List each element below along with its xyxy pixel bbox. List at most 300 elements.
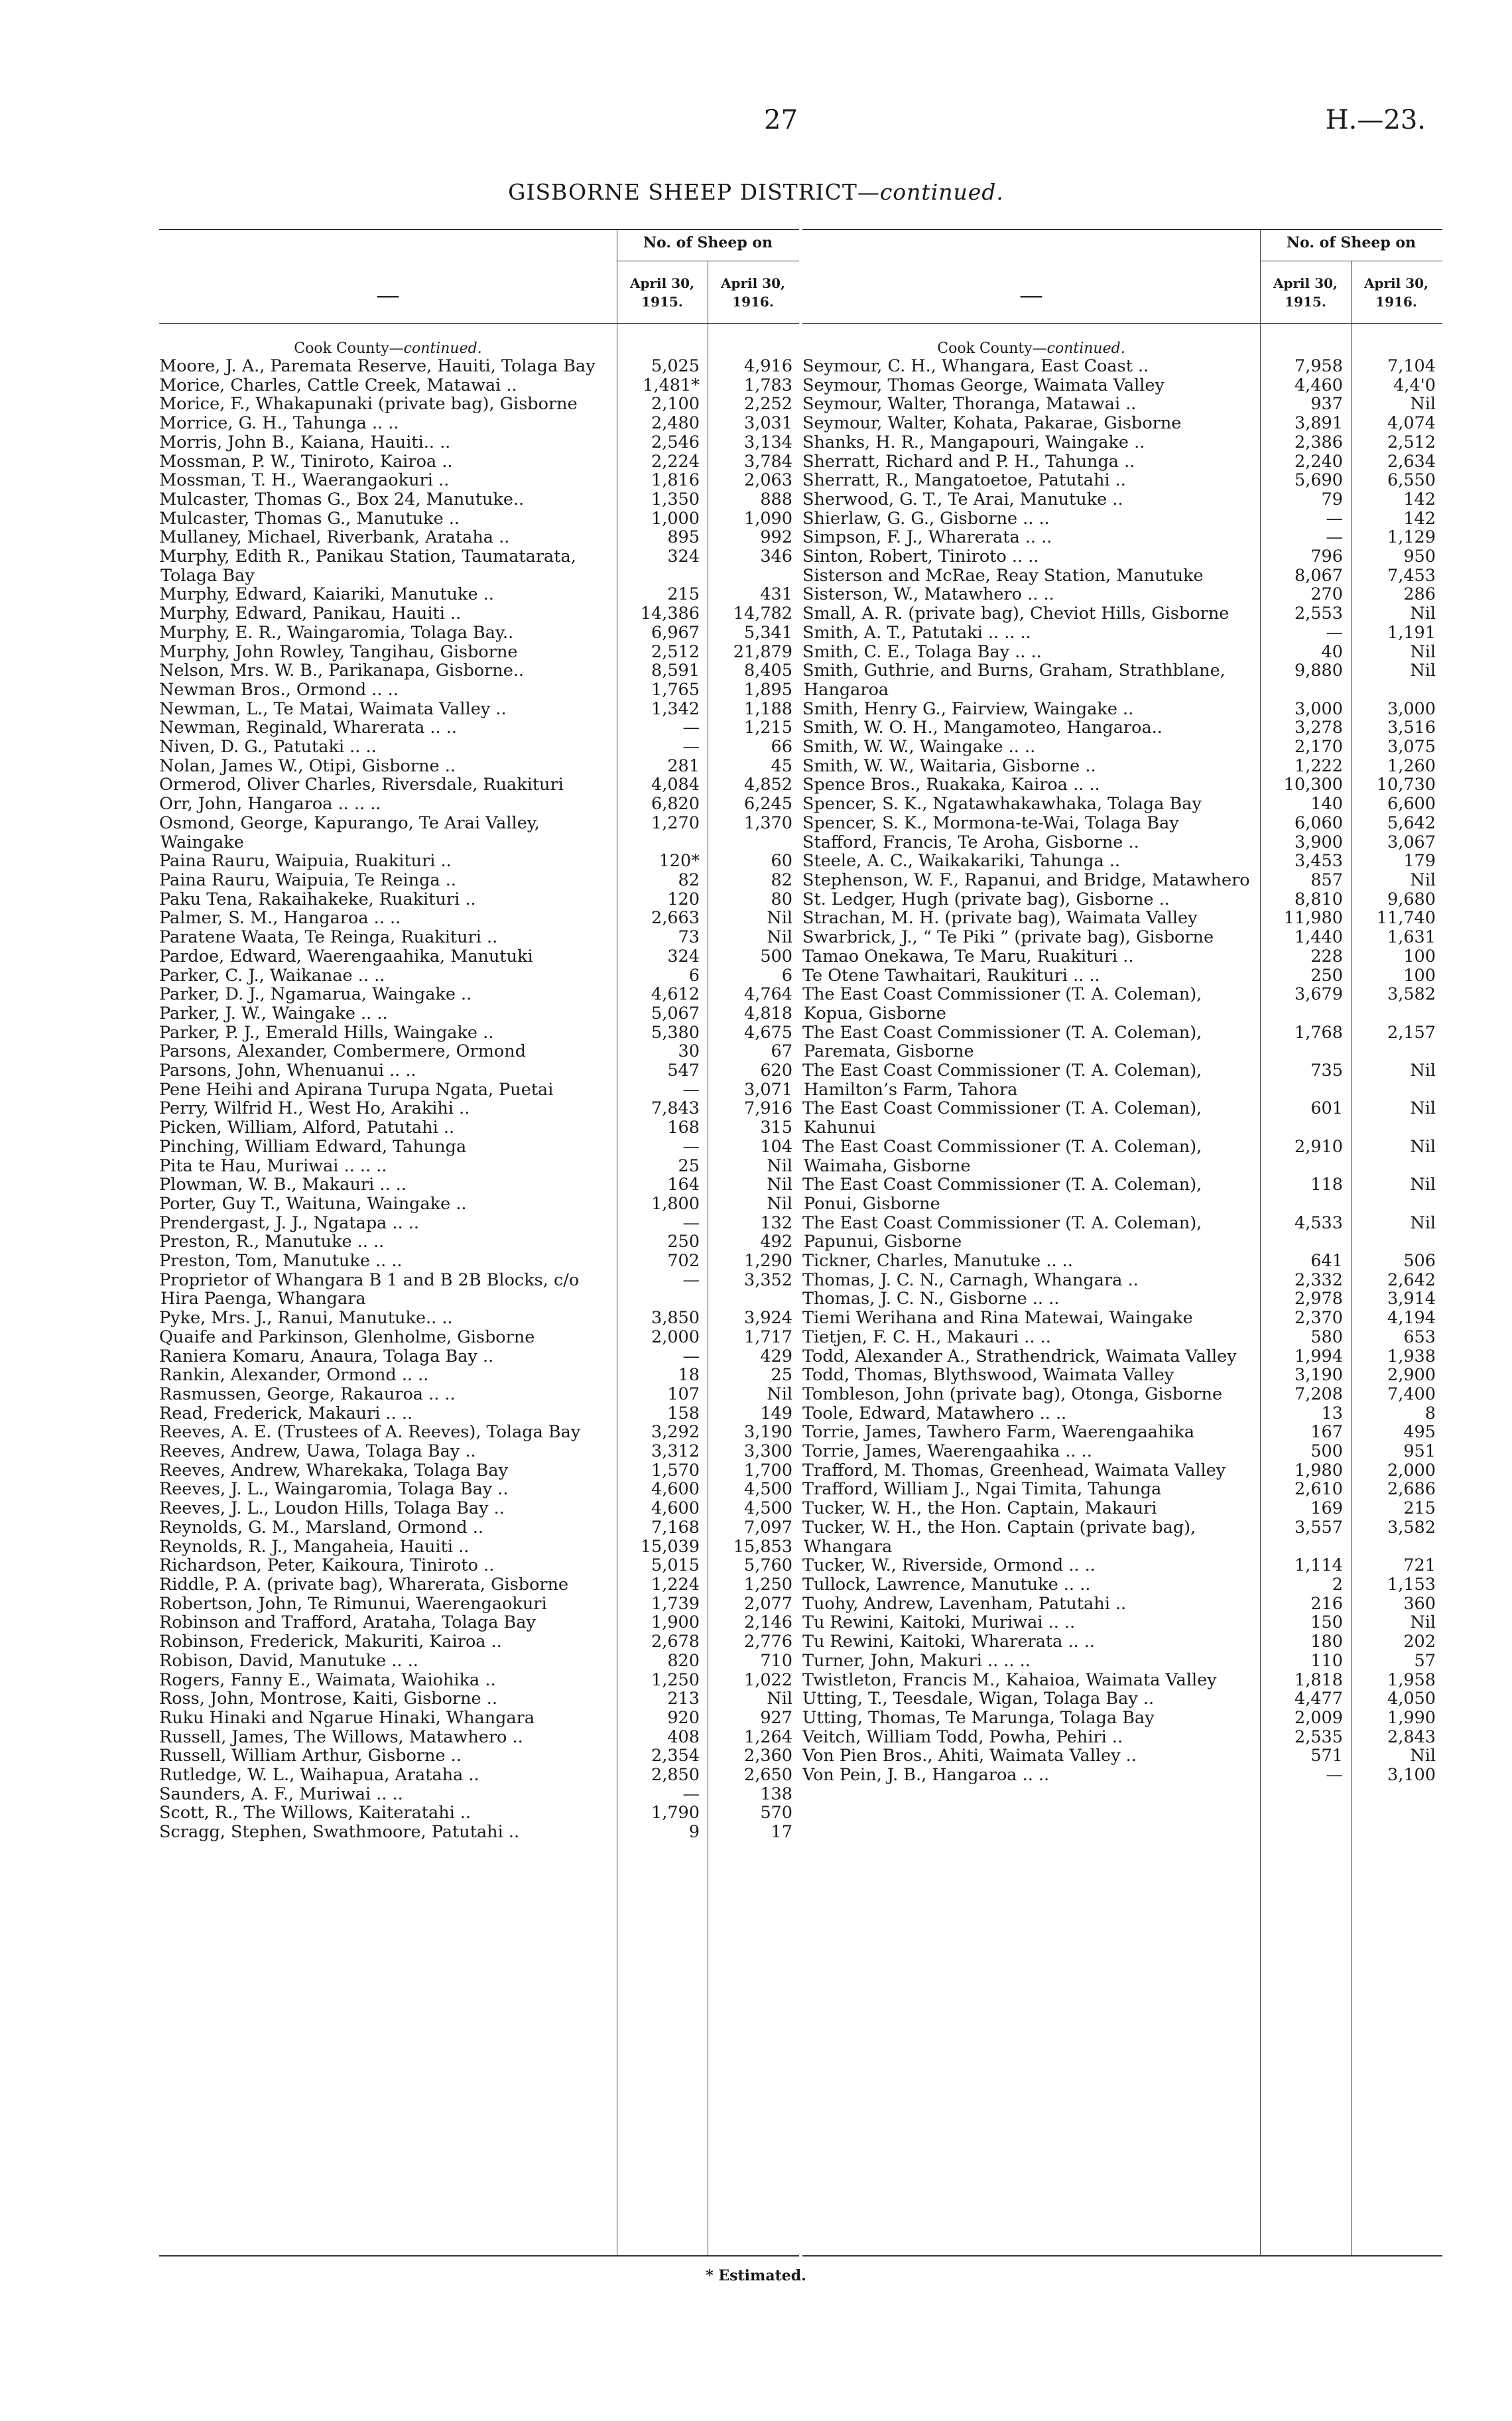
table-row xyxy=(159,1099,799,1118)
sheep-1916: 2,843 xyxy=(1387,1727,1436,1747)
sheep-1915: 8,591 xyxy=(651,661,700,681)
sheep-1916: 653 xyxy=(1403,1327,1436,1347)
sheep-1915: 580 xyxy=(1310,1327,1343,1347)
sheep-1915: 107 xyxy=(667,1384,700,1404)
sheep-1916: 4,916 xyxy=(743,356,792,376)
table-row xyxy=(159,1671,799,1690)
table-row xyxy=(159,1309,799,1328)
sheep-1915: 1,994 xyxy=(1294,1346,1343,1366)
sheep-1915: 641 xyxy=(1310,1251,1343,1272)
sheep-1915: 895 xyxy=(667,527,700,548)
sheep-1916: 2,642 xyxy=(1387,1270,1436,1290)
sheep-1916: 1,090 xyxy=(743,508,792,529)
table-row xyxy=(802,1214,1442,1252)
sheep-1916: 3,000 xyxy=(1387,698,1436,719)
sheep-1915: 324 xyxy=(667,547,700,567)
table-row xyxy=(159,1214,799,1233)
table-row xyxy=(159,509,799,529)
table-row xyxy=(159,700,799,719)
owner-name: Richardson, Peter, Kaikoura, Tiniroto .. xyxy=(159,1555,495,1576)
sheep-1916: 8 xyxy=(1424,1403,1436,1423)
sheep-1916: Nil xyxy=(1410,604,1436,624)
owner-name: Mossman, P. W., Tiniroto, Kairoa .. xyxy=(159,451,453,472)
sheep-1915: 702 xyxy=(667,1251,700,1272)
sheep-1915: — xyxy=(682,737,700,757)
table-row xyxy=(802,1709,1442,1728)
owner-name: Parker, C. J., Waikanae .. .. xyxy=(159,965,385,986)
table-row xyxy=(802,395,1442,414)
table-row xyxy=(802,414,1442,433)
table-row xyxy=(159,1252,799,1271)
sheep-1915: 1,816 xyxy=(651,470,700,491)
owner-name: The East Coast Commissioner (T. A. Coleman), Waimaha, Gisborne xyxy=(802,1136,1202,1176)
sheep-1915: 7,208 xyxy=(1294,1384,1343,1404)
table-row xyxy=(802,1175,1442,1213)
table-row xyxy=(159,1061,799,1080)
sheep-1916: 2,063 xyxy=(743,470,792,491)
table-row xyxy=(802,1575,1442,1595)
sheep-1916: 2,900 xyxy=(1387,1365,1436,1386)
owner-name: Reeves, J. L., Loudon Hills, Tolaga Bay .. xyxy=(159,1498,505,1519)
sheep-1915: 3,278 xyxy=(1294,718,1343,738)
sheep-1916: 9,680 xyxy=(1387,889,1436,909)
owner-name: The East Coast Commissioner (T. A. Coleman), Paremata, Gisborne xyxy=(802,1022,1202,1062)
col-header-group: No. of Sheep on xyxy=(1286,234,1417,251)
table-row xyxy=(159,661,799,681)
table-row xyxy=(159,547,799,585)
owner-name: Pene Heihi and Apirana Turupa Ngata, Puetai xyxy=(159,1079,554,1100)
sheep-1916: 951 xyxy=(1403,1441,1436,1462)
owner-name: Smith, W. W., Waitaria, Gisborne .. xyxy=(802,755,1096,776)
sheep-1916: 149 xyxy=(760,1403,792,1423)
table-row xyxy=(159,681,799,700)
sheep-1916: Nil xyxy=(767,1155,792,1176)
left-rows xyxy=(159,357,799,1842)
table-row xyxy=(159,718,799,738)
sheep-1915: 2,009 xyxy=(1294,1707,1343,1728)
sheep-1916: 45 xyxy=(771,755,792,776)
sheep-1915: 5,025 xyxy=(651,356,700,376)
sheep-1916: 17 xyxy=(771,1822,792,1843)
table-row xyxy=(802,471,1442,490)
sheep-1915: 2,610 xyxy=(1294,1479,1343,1500)
sheep-1916: 3,031 xyxy=(743,413,792,434)
sheep-1916: 1,215 xyxy=(743,718,792,738)
sheep-1916: 4,500 xyxy=(743,1498,792,1519)
sheep-1915: 168 xyxy=(667,1118,700,1138)
owner-name: Quaife and Parkinson, Glenholme, Gisborne xyxy=(159,1327,535,1347)
sheep-1916: 3,516 xyxy=(1387,718,1436,738)
table-row xyxy=(802,814,1442,833)
col-header-description: — xyxy=(1019,282,1043,309)
owner-name: Toole, Edward, Matawhero .. .. xyxy=(802,1403,1067,1423)
sheep-1915: 408 xyxy=(667,1727,700,1747)
sheep-1915: 2,480 xyxy=(651,413,700,434)
sheep-1915: — xyxy=(1326,622,1343,643)
owner-name: Thomas, J. C. N., Gisborne .. .. xyxy=(802,1289,1060,1309)
sheep-1915: 4,600 xyxy=(651,1498,700,1519)
owner-name: Russell, James, The Willows, Matawhero .. xyxy=(159,1727,523,1747)
table-row xyxy=(159,928,799,947)
sheep-1915: 3,453 xyxy=(1294,851,1343,872)
table-row xyxy=(159,1023,799,1043)
table-row xyxy=(159,1080,799,1100)
owner-name: Sisterson, W., Matawhero .. .. xyxy=(802,584,1054,605)
table-row xyxy=(802,1289,1442,1309)
table-row xyxy=(159,985,799,1004)
sheep-1916: Nil xyxy=(1410,1212,1436,1233)
owner-name: Spencer, S. K., Ngatawhakawhaka, Tolaga Bay xyxy=(802,794,1202,815)
owner-name: Tucker, W. H., the Hon. Captain, Makauri xyxy=(802,1498,1157,1519)
owner-name: Pardoe, Edward, Waerengaahika, Manutuki xyxy=(159,946,533,966)
owner-name: Paina Rauru, Waipuia, Ruakituri .. xyxy=(159,851,452,872)
sheep-1916: 138 xyxy=(760,1784,792,1804)
sheep-1916: 3,582 xyxy=(1387,984,1436,1005)
owner-name: Small, A. R. (private bag), Cheviot Hills, Gisborne xyxy=(802,604,1229,624)
sheep-1915: 180 xyxy=(1310,1632,1343,1652)
sheep-1916: 3,784 xyxy=(743,451,792,472)
owner-name: Twistleton, Francis M., Kahaioa, Waimata Valley xyxy=(802,1669,1217,1690)
sheep-1916: 992 xyxy=(760,527,792,548)
sheep-1915: — xyxy=(1326,527,1343,548)
sheep-1915: 2,100 xyxy=(651,394,700,415)
sheep-1915: 2,546 xyxy=(651,432,700,452)
sheep-1915: 4,533 xyxy=(1294,1212,1343,1233)
sheep-1915: 1,250 xyxy=(651,1669,700,1690)
sheep-1916: 1,188 xyxy=(743,698,792,719)
sheep-1915: 1,818 xyxy=(1294,1669,1343,1690)
owner-name: Te Otene Tawhaitari, Raukituri .. .. xyxy=(802,965,1100,986)
sheep-1916: 11,740 xyxy=(1376,908,1436,929)
table-row xyxy=(159,1499,799,1518)
table-row xyxy=(802,1689,1442,1709)
sheep-1916: 6,245 xyxy=(743,794,792,815)
sheep-1915: 6,967 xyxy=(651,622,700,643)
sheep-1915: 1,481* xyxy=(643,375,700,395)
sheep-1916: 429 xyxy=(760,1346,792,1366)
owner-name: Ross, John, Montrose, Kaiti, Gisborne .. xyxy=(159,1689,497,1709)
owner-name: Newman Bros., Ormond .. .. xyxy=(159,679,399,700)
table-row xyxy=(802,1499,1442,1518)
table-row xyxy=(802,1385,1442,1404)
table-row xyxy=(802,585,1442,604)
sheep-1916: 7,916 xyxy=(743,1098,792,1119)
section-italic: continued. xyxy=(1046,340,1125,357)
owner-name: Sinton, Robert, Tiniroto .. .. xyxy=(802,547,1039,567)
sheep-1916: 4,074 xyxy=(1387,413,1436,434)
table-row xyxy=(159,452,799,472)
owner-name: Reeves, J. L., Waingaromia, Tolaga Bay .. xyxy=(159,1479,509,1500)
sheep-1915: 25 xyxy=(678,1155,700,1176)
col-header-group: No. of Sheep on xyxy=(643,234,773,251)
table-row xyxy=(159,604,799,623)
owner-name: Parsons, John, Whenuanui .. .. xyxy=(159,1061,416,1081)
owner-name: Seymour, C. H., Whangara, East Coast .. xyxy=(802,356,1149,376)
owner-name: Von Pien Bros., Ahiti, Waimata Valley .. xyxy=(802,1746,1137,1766)
sheep-1915: 1,114 xyxy=(1294,1555,1343,1576)
table-row xyxy=(159,1480,799,1499)
sheep-1915: 3,679 xyxy=(1294,984,1343,1005)
sheep-1916: 2,686 xyxy=(1387,1479,1436,1500)
owner-name: Von Pein, J. B., Hangaroa .. .. xyxy=(802,1765,1050,1786)
sheep-1916: 431 xyxy=(760,584,792,605)
owner-name: Torrie, James, Waerengaahika .. .. xyxy=(802,1441,1092,1462)
sheep-1916: 4,675 xyxy=(743,1022,792,1043)
sheep-1916: 888 xyxy=(760,489,792,509)
sheep-1916: Nil xyxy=(767,1384,792,1404)
sheep-1915: 5,380 xyxy=(651,1022,700,1043)
sheep-1915: 2,354 xyxy=(651,1746,700,1766)
owner-name: Steele, A. C., Waikakariki, Tahunga .. xyxy=(802,851,1121,872)
owner-name: Todd, Thomas, Blythswood, Waimata Valley xyxy=(802,1365,1174,1386)
sheep-1915: 8,067 xyxy=(1294,565,1343,586)
page-number: 27 xyxy=(764,105,798,135)
table-row xyxy=(159,1366,799,1385)
sheep-1916: 1,264 xyxy=(743,1727,792,1747)
table-row xyxy=(802,1766,1442,1785)
table-row xyxy=(159,871,799,890)
sheep-1915: 4,084 xyxy=(651,775,700,795)
sheep-1916: 1,938 xyxy=(1387,1346,1436,1366)
sheep-1915: 2,910 xyxy=(1294,1136,1343,1157)
sheep-1916: 2,650 xyxy=(743,1765,792,1786)
sheep-1915: 250 xyxy=(1310,965,1343,986)
table-row xyxy=(802,928,1442,947)
owner-name: Tickner, Charles, Manutuke .. .. xyxy=(802,1251,1073,1272)
owner-name: Tombleson, John (private bag), Otonga, Gisborne xyxy=(802,1384,1223,1404)
sheep-1916: 21,879 xyxy=(733,641,792,662)
sheep-1915: 1,570 xyxy=(651,1460,700,1480)
table-row xyxy=(159,623,799,643)
sheep-1915: 1,790 xyxy=(651,1803,700,1823)
table-row xyxy=(159,585,799,604)
sheep-1916: 57 xyxy=(1414,1650,1436,1671)
owner-name: Robinson and Trafford, Arataha, Tolaga Bay xyxy=(159,1612,536,1633)
owner-name: The East Coast Commissioner (T. A. Coleman), Hamilton’s Farm, Tahora xyxy=(802,1061,1202,1100)
owner-name: Rogers, Fanny E., Waimata, Waiohika .. xyxy=(159,1669,496,1690)
sheep-1916: 710 xyxy=(760,1650,792,1671)
owner-name: Trafford, William J., Ngai Timita, Tahunga xyxy=(802,1479,1162,1500)
table-row xyxy=(159,1347,799,1366)
table-row xyxy=(802,1366,1442,1385)
sheep-1915: 2,663 xyxy=(651,908,700,929)
sheep-1916: 179 xyxy=(1403,851,1436,872)
sheep-1915: 500 xyxy=(1310,1441,1343,1462)
rule-header-bottom xyxy=(802,323,1442,324)
sheep-1916: 620 xyxy=(760,1061,792,1081)
table-row xyxy=(159,1138,799,1157)
table-row xyxy=(802,1461,1442,1480)
owner-name: Riddle, P. A. (private bag), Wharerata, Gisborne xyxy=(159,1575,569,1595)
table-row xyxy=(159,1518,799,1538)
table-row xyxy=(159,1442,799,1461)
col-header-1915: April 30, 1915. xyxy=(1273,275,1338,310)
sheep-1916: 1,990 xyxy=(1387,1707,1436,1728)
owner-name: Tietjen, F. C. H., Makauri .. .. xyxy=(802,1327,1051,1347)
sheep-1916: Nil xyxy=(1410,1061,1436,1081)
sheep-1915: — xyxy=(682,1346,700,1366)
sheep-1916: 66 xyxy=(771,737,792,757)
sheep-1916: 1,631 xyxy=(1387,927,1436,948)
table-row xyxy=(802,528,1442,547)
sheep-1915: 8,810 xyxy=(1294,889,1343,909)
owner-name: Morice, F., Whakapunaki (private bag), Gisborne xyxy=(159,394,578,415)
section-label: Cook County— xyxy=(937,340,1047,357)
table-row xyxy=(159,966,799,986)
sheep-1916: Nil xyxy=(1410,1175,1436,1195)
sheep-1915: 1,342 xyxy=(651,698,700,719)
sheep-1915: 547 xyxy=(667,1061,700,1081)
sheep-1915: 2,240 xyxy=(1294,451,1343,472)
sheep-1915: 10,300 xyxy=(1283,775,1343,795)
owner-name: Tucker, W., Riverside, Ormond .. .. xyxy=(802,1555,1096,1576)
table-row xyxy=(802,643,1442,662)
owner-name: Prendergast, J. J., Ngatapa .. .. xyxy=(159,1212,420,1233)
owner-name: Murphy, Edward, Kaiariki, Manutuke .. xyxy=(159,584,494,605)
owner-name: Morrice, G. H., Tahunga .. .. xyxy=(159,413,399,434)
sheep-1915: 6 xyxy=(688,965,700,986)
sheep-1916: 1,895 xyxy=(743,679,792,700)
sheep-1915: 164 xyxy=(667,1175,700,1195)
sheep-1916: 360 xyxy=(1403,1593,1436,1614)
table-row xyxy=(159,738,799,757)
sheep-1916: 15,853 xyxy=(733,1536,792,1557)
table-row xyxy=(802,909,1442,928)
table-row xyxy=(802,547,1442,566)
sheep-1915: 2,535 xyxy=(1294,1727,1343,1747)
sheep-1915: 2,170 xyxy=(1294,737,1343,757)
sheep-1916: 4,818 xyxy=(743,1003,792,1023)
sheep-1916: 5,341 xyxy=(743,622,792,643)
owner-name: Tu Rewini, Kaitoki, Muriwai .. .. xyxy=(802,1612,1076,1633)
table-row xyxy=(802,604,1442,623)
table-row xyxy=(802,833,1442,852)
sheep-1916: 104 xyxy=(760,1136,792,1157)
sheep-1916: 2,157 xyxy=(1387,1022,1436,1043)
sheep-1915: 3,891 xyxy=(1294,413,1343,434)
sheep-1916: Nil xyxy=(767,1193,792,1214)
table-row xyxy=(159,1157,799,1176)
sheep-1916: 3,190 xyxy=(743,1422,792,1443)
owner-name: Robison, David, Manutuke .. .. xyxy=(159,1650,418,1671)
owner-name: Preston, Tom, Manutuke .. .. xyxy=(159,1251,403,1272)
table-row xyxy=(802,1556,1442,1575)
owner-name: Simpson, F. J., Wharerata .. .. xyxy=(802,527,1052,548)
sheep-1916: Nil xyxy=(1410,641,1436,662)
sheep-1916: 3,071 xyxy=(743,1079,792,1100)
table-row xyxy=(802,852,1442,871)
table-row xyxy=(159,1746,799,1766)
sheep-1915: 13 xyxy=(1321,1403,1343,1423)
owner-name: Nelson, Mrs. W. B., Parikanapa, Gisborne.. xyxy=(159,661,525,681)
owner-name: Niven, D. G., Patutaki .. .. xyxy=(159,737,377,757)
sheep-1916: 3,914 xyxy=(1387,1289,1436,1309)
table-row xyxy=(802,1061,1442,1099)
sheep-1916: 6,550 xyxy=(1387,470,1436,491)
sheep-1916: 10,730 xyxy=(1376,775,1436,795)
sheep-1915: 1,980 xyxy=(1294,1460,1343,1480)
owner-name: Proprietor of Whangara B 1 and B 2B Blocks, c/o Hira Paenga, Whangara xyxy=(159,1270,580,1309)
table-row xyxy=(802,871,1442,890)
owner-name: Strachan, M. H. (private bag), Waimata Valley xyxy=(802,908,1198,929)
table-row xyxy=(159,1595,799,1614)
owner-name: Stafford, Francis, Te Aroha, Gisborne .. xyxy=(802,832,1139,852)
owner-name: St. Ledger, Hugh (private bag), Gisborne .. xyxy=(802,889,1170,909)
owner-name: Seymour, Walter, Thoranga, Matawai .. xyxy=(802,394,1137,415)
owner-name: Mullaney, Michael, Riverbank, Arataha .. xyxy=(159,527,510,548)
sheep-1915: 169 xyxy=(1310,1498,1343,1519)
owner-name: Pinching, William Edward, Tahunga xyxy=(159,1136,467,1157)
sheep-1916: 1,191 xyxy=(1387,622,1436,643)
table-row xyxy=(159,909,799,928)
table-row xyxy=(159,814,799,852)
owner-name: The East Coast Commissioner (T. A. Coleman), Ponui, Gisborne xyxy=(802,1175,1202,1214)
table-row xyxy=(159,1404,799,1423)
sheep-1915: — xyxy=(682,1270,700,1290)
sheep-1915: 118 xyxy=(1310,1175,1343,1195)
table-row xyxy=(159,1004,799,1023)
owner-name: Reynolds, R. J., Mangaheia, Hauiti .. xyxy=(159,1536,470,1557)
table-row xyxy=(159,1175,799,1195)
owner-name: Reeves, Andrew, Wharekaka, Tolaga Bay xyxy=(159,1460,508,1480)
table-row xyxy=(159,1423,799,1442)
sheep-1916: 142 xyxy=(1403,489,1436,509)
sheep-1915: 3,292 xyxy=(651,1422,700,1443)
sheep-1915: 2,553 xyxy=(1294,604,1343,624)
sheep-1916: 5,760 xyxy=(743,1555,792,1576)
sheep-1915: 3,557 xyxy=(1294,1517,1343,1538)
sheep-1916: Nil xyxy=(1410,1136,1436,1157)
owner-name: Reeves, Andrew, Uawa, Tolaga Bay .. xyxy=(159,1441,476,1462)
sheep-1915: 40 xyxy=(1321,641,1343,662)
owner-name: Pita te Hau, Muriwai .. .. .. xyxy=(159,1155,387,1176)
owner-name: Preston, R., Manutuke .. .. xyxy=(159,1232,385,1252)
rule-top xyxy=(802,229,1442,230)
table-row xyxy=(802,1518,1442,1556)
col-header-1915: April 30, 1915. xyxy=(630,275,694,310)
sheep-1916: 3,924 xyxy=(743,1308,792,1329)
left-table xyxy=(159,229,799,2255)
sheep-1915: 2 xyxy=(1332,1575,1343,1595)
sheep-1916: 2,000 xyxy=(1387,1460,1436,1480)
table-row xyxy=(159,1823,799,1842)
sheep-1916: Nil xyxy=(767,1175,792,1195)
sheep-1915: 4,477 xyxy=(1294,1689,1343,1709)
owner-name: Swarbrick, J., “ Te Piki ” (private bag), Gisborne xyxy=(802,927,1214,948)
sheep-1915: — xyxy=(682,718,700,738)
sheep-1916: 1,370 xyxy=(743,813,792,833)
sheep-1916: 3,582 xyxy=(1387,1517,1436,1538)
owner-name: Smith, C. E., Tolaga Bay .. .. xyxy=(802,641,1042,662)
owner-name: Murphy, Edith R., Panikau Station, Taumatarata, Tolaga Bay xyxy=(159,547,576,586)
table-row xyxy=(159,1652,799,1671)
sheep-1915: — xyxy=(682,1784,700,1804)
table-row xyxy=(159,1232,799,1252)
col-header-1916: April 30, 1916. xyxy=(721,275,785,310)
table-row xyxy=(802,1099,1442,1137)
owner-name: Reeves, A. E. (Trustees of A. Reeves), Tolaga Bay xyxy=(159,1422,581,1443)
sheep-1916: 4,852 xyxy=(743,775,792,795)
table-row xyxy=(159,1575,799,1595)
owner-name: Smith, Guthrie, and Burns, Graham, Strathblane, Hangaroa xyxy=(802,661,1226,700)
table-row xyxy=(802,357,1442,376)
sheep-1915: 158 xyxy=(667,1403,700,1423)
sheep-1916: 67 xyxy=(771,1041,792,1062)
sheep-1916: 2,077 xyxy=(743,1593,792,1614)
table-row xyxy=(159,1613,799,1632)
owner-name: Mulcaster, Thomas G., Box 24, Manutuke.. xyxy=(159,489,525,509)
sheep-1915: 120* xyxy=(659,851,700,872)
